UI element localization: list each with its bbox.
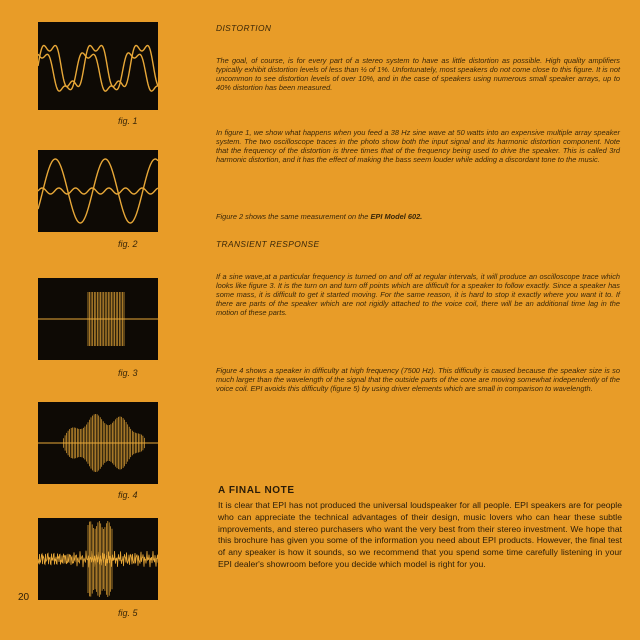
figure-4-oscilloscope xyxy=(38,402,158,484)
figure-2-oscilloscope xyxy=(38,150,158,232)
transient-heading: TRANSIENT RESPONSE xyxy=(216,239,320,249)
distortion-heading: DISTORTION xyxy=(216,23,272,33)
transient-paragraph-2: Figure 4 shows a speaker in difficulty at high frequency (7500 Hz). This difficulty is caused because the speaker size is so much larger than the wavelength of the signal that the outside parts of the cone are moving somewhat independently of the voice coil. EPI avoids this difficulty (figure 5) by using driver elements which are small in comparison to wavelength. xyxy=(216,366,620,394)
waveform-burst-noise-icon xyxy=(38,518,158,600)
figure-3-caption: fig. 3 xyxy=(118,368,138,378)
waveform-tone-burst-icon xyxy=(38,278,158,360)
final-note-heading: A FINAL NOTE xyxy=(218,485,295,496)
figure-5-caption: fig. 5 xyxy=(118,608,138,618)
figure-4-caption: fig. 4 xyxy=(118,490,138,500)
page-number: 20 xyxy=(18,592,30,603)
waveform-sine-clean-icon xyxy=(38,150,158,232)
figure-1-caption: fig. 1 xyxy=(118,116,138,126)
transient-paragraph-1: If a sine wave,at a particular frequency is turned on and off at regular intervals, it will produce an oscilloscope trace which looks like figure 3. It is the turn on and turn off points which are difficult for a speaker to follow exactly. Since a speaker has some mass, it is difficult to get it started moving. For the same reason, it is hard to stop it exactly where you want it to. If there are parts of the speaker which are not rigidly attached to the voice coil, there will be an additional time lag in the motion of these parts. xyxy=(216,272,620,318)
waveform-burst-distorted-icon xyxy=(38,402,158,484)
figure-5-oscilloscope xyxy=(38,518,158,600)
distortion-paragraph-2: In figure 1, we show what happens when you feed a 38 Hz sine wave at 50 watts into an expensive multiple array speaker system. The two oscilloscope traces in the photo show both the input signal and its harmonic distortion component. Note that the frequency of the distortion is three times that of the frequency being used to drive the speaker. This is called 3rd harmonic distortion, and it has the effect of making the bass seem louder while adding a discordant tone to the music. xyxy=(216,128,620,165)
distortion-paragraph-3 xyxy=(216,212,620,221)
figure-2-caption: fig. 2 xyxy=(118,239,138,249)
figure-3-oscilloscope xyxy=(38,278,158,360)
model-602-label: EPI Model 602. xyxy=(370,212,423,221)
distortion-paragraph-1: The goal, of course, is for every part of a stereo system to have as little distortion as possible. High quality amplifiers typically exhibit distortion levels of less than ½ of 1%. Unfortunately, most speakers do not come close to this figure. It is not uncommon to see distortion levels of over 10%, and in the case of speakers using numerous small speaker arrays, up to 40% distortion has been measured. xyxy=(216,56,620,93)
figure-1-oscilloscope xyxy=(38,22,158,110)
final-note-body: It is clear that EPI has not produced the universal loudspeaker for all people. EPI speakers are for people who can appreciate the technical advantages of their design, music lovers who can hear these subtle improvements, and stereo purchasers who want the very best from their stereo investment. We hope that this brochure has given you some of the information you need about EPI products. However, the final test of any speaker is how it sounds, so we recommend that you spend some time carefully listening in your EPI dealer's showroom before you decide which model is right for you. xyxy=(218,500,622,569)
distortion-paragraph-3-text: Figure 2 shows the same measurement on the xyxy=(216,212,369,221)
waveform-distortion-icon xyxy=(38,22,158,110)
